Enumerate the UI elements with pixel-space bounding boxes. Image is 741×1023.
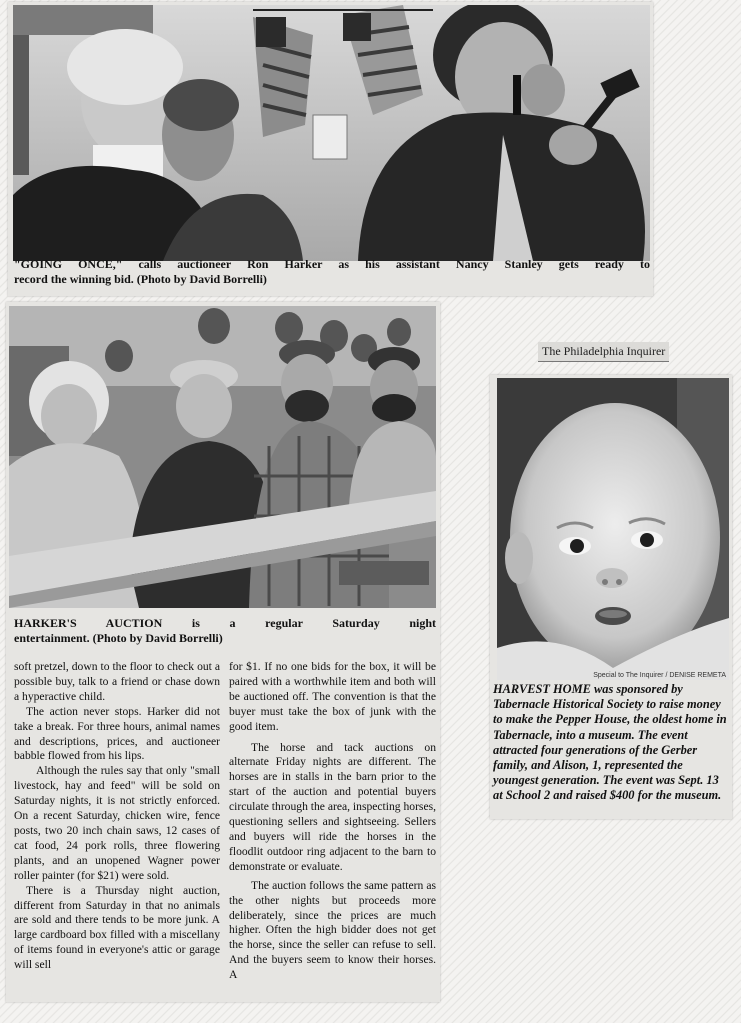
photo-credit: Special to The Inquirer / DENISE REMETA: [593, 672, 726, 679]
baby-photo-caption: HARVEST HOME was sponsored by Tabernacle Historical Society to raise money to make the Pepper House, the oldest home in Tabernacle, into a museum. The event attracted four generations of the Gerber family, and Alison, 1, represented the youngest generation. The event was Sept. 13 at School 2 and raised $400 for the museum.: [493, 682, 727, 803]
top-caption-line-2: record the winning bid. (Photo by David Borrelli): [14, 272, 267, 286]
middle-photo-caption: [14, 616, 436, 646]
inquirer-label: The Philadelphia Inquirer: [538, 342, 669, 362]
article-paragraph: soft pretzel, down to the floor to check out a possible buy, talk to a friend or chase down a hyperactive child.: [14, 660, 220, 703]
article-paragraph: The action never stops. Harker did not take a break. For three hours, animal names and descriptions, prices, and auctioneer babble flowed from his lips.: [14, 704, 220, 763]
baby-photo: [497, 378, 729, 680]
article-paragraph: The auction follows the same pattern as the other nights but proceeds more deliberately, since the prices are much higher. Often the high bidder does not get the horse, since the seller can refuse to sell. And the buyers seem to know their horses. A: [229, 878, 436, 982]
article-paragraph: Although the rules say that only "small livestock, hay and feed" will be sold on Saturday nights, it is not strictly enforced. On a recent Saturday, chicken wire, fence posts, two 20 inch chain saws, 12 cases of cat food, 24 pork rolls, three flowering plants, and an unopened Wagner power roller painter (for $21) were sold.: [14, 764, 220, 882]
article-column-1: [14, 660, 220, 973]
audience-photo: [9, 306, 436, 608]
article-column-2: [229, 660, 436, 983]
middle-caption-line-1: HARKER'S AUCTION is a regular Saturday night: [14, 616, 436, 630]
article-paragraph: for $1. If no one bids for the box, it will be paired with a worthwhile item and both will be auctioned off. The convention is that the buyer must take the box of junk with the good item.: [229, 660, 436, 733]
middle-caption-line-2: entertainment. (Photo by David Borrelli): [14, 631, 223, 645]
article-paragraph: There is a Thursday night auction, different from Saturday in that no animals are sold and there tends to be more junk. A large cardboard box filled with a miscellany of items found in everyone's attic or garage will sell: [14, 883, 220, 972]
top-photo-caption: [14, 257, 650, 287]
article-paragraph: The horse and tack auctions on alternate Friday nights are different. The horses are in stalls in the barn prior to the start of the auction and potential buyers circulate through the area, inspecting horses, questioning sellers and sightseeing. Sellers and buyers will ride the horses in the floodlit outdoor ring adjacent to the barn to demonstrate or evaluate.: [229, 740, 437, 873]
auctioneer-photo: [13, 5, 650, 261]
top-caption-line-1: "GOING ONCE," calls auctioneer Ron Harker as his assistant Nancy Stanley gets ready to: [14, 257, 650, 271]
